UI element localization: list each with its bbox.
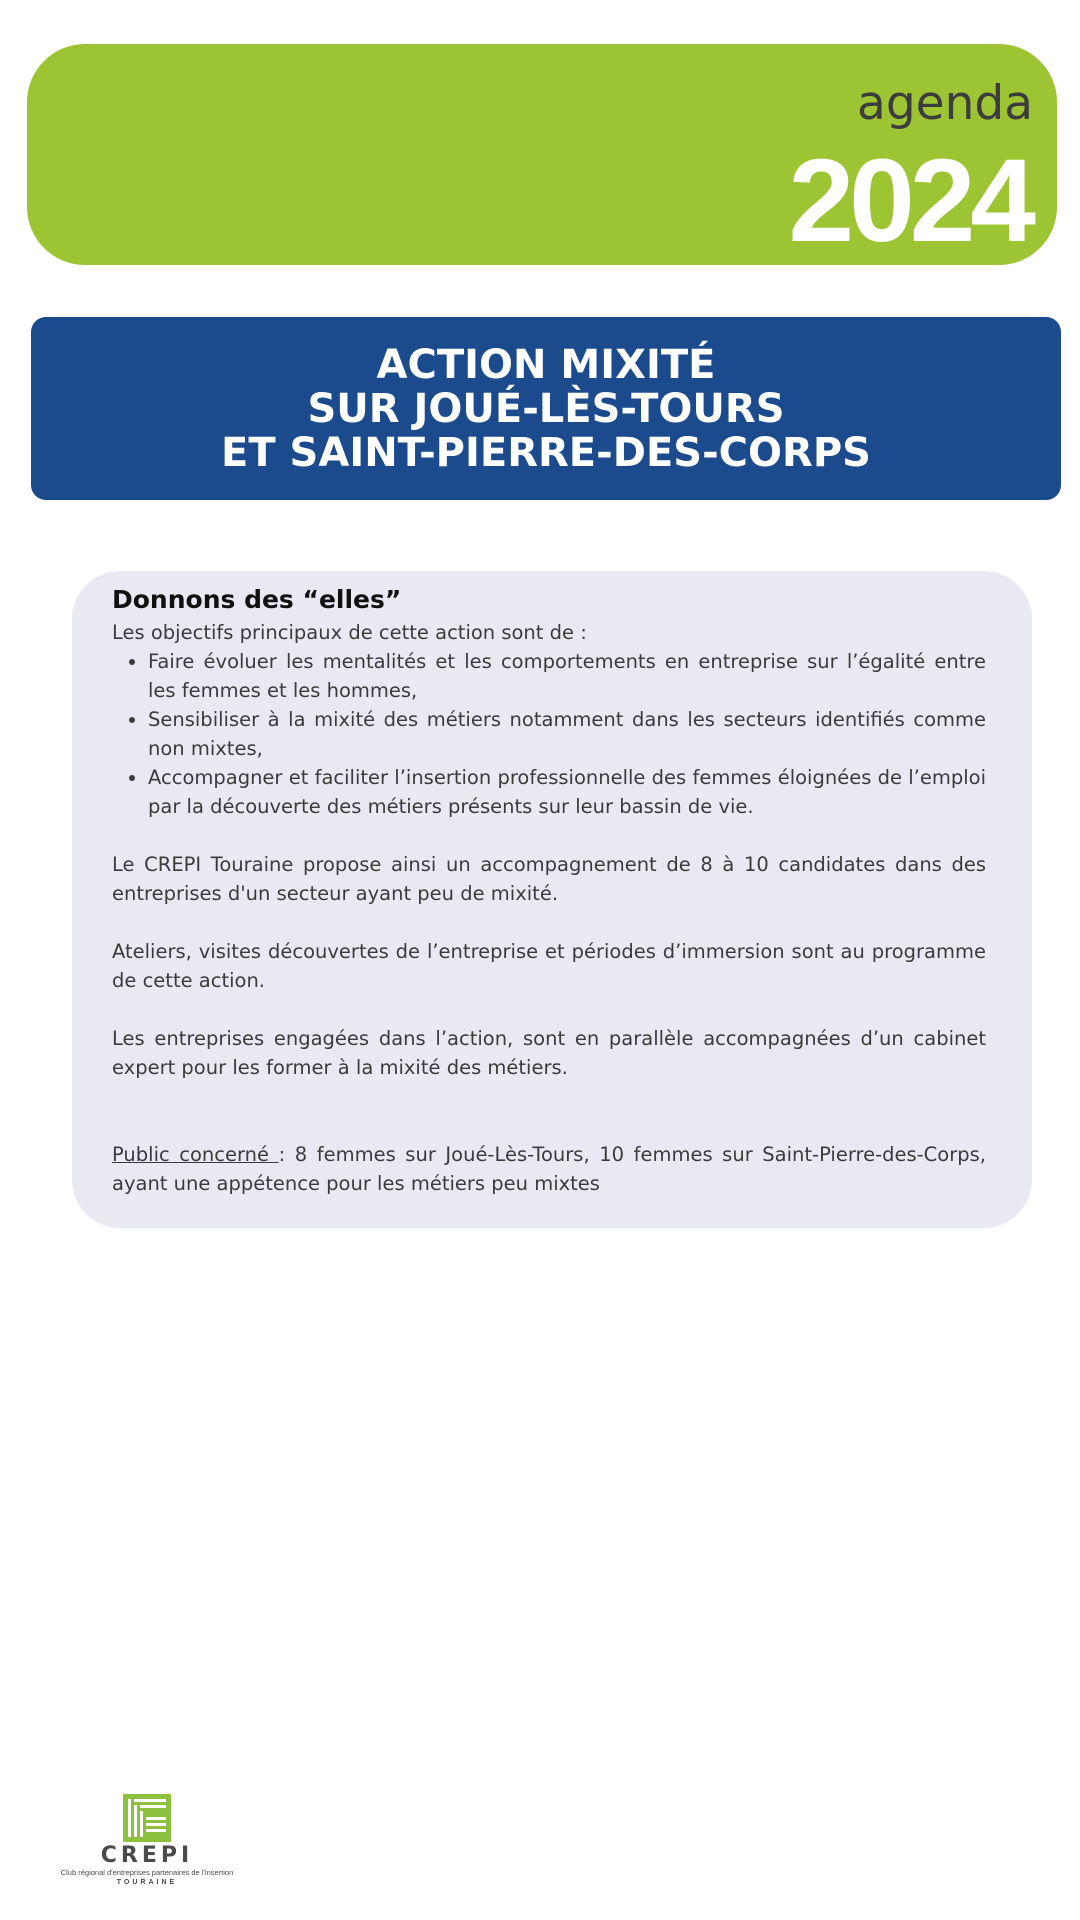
logo-region: TOURAINE <box>116 1879 178 1886</box>
content-card <box>72 571 1032 1228</box>
title-banner <box>31 317 1061 500</box>
agenda-banner <box>27 44 1057 265</box>
spacer <box>112 995 986 1024</box>
paragraph-accompaniment: Le CREPI Touraine propose ainsi un accompagnement de 8 à 10 candidates dans des entreprises d'un secteur ayant peu de mixité. <box>112 853 986 905</box>
card-heading: Donnons des “elles” <box>112 585 402 614</box>
logo-tagline: Club régional d'entreprises partenaires de l'insertion <box>60 1868 234 1877</box>
public-paragraph <box>112 1140 986 1198</box>
paragraph-program: Ateliers, visites découvertes de l’entreprise et périodes d’immersion sont au programme de cette action. <box>112 940 986 992</box>
spacer <box>112 1082 986 1140</box>
objective-item: • Faire évoluer les mentalités et les comportements en entreprise sur l’égalité entre les femmes et les hommes, <box>148 647 986 705</box>
title-line-3: ET SAINT-PIERRE-DES-CORPS <box>221 429 871 476</box>
crepi-logo <box>55 1794 239 1890</box>
title-line-2: SUR JOUÉ-LÈS-TOURS <box>307 385 785 432</box>
spacer <box>112 821 986 850</box>
logo-name: CREPI <box>100 1843 194 1868</box>
objective-item: • Sensibiliser à la mixité des métiers notamment dans les secteurs identifiés comme non mixtes, <box>148 705 986 763</box>
paragraph-companies: Les entreprises engagées dans l’action, sont en parallèle accompagnées d’un cabinet expert pour les former à la mixité des métiers. <box>112 1027 986 1079</box>
public-label: Public concerné <box>112 1143 279 1166</box>
title-line-1: ACTION MIXITÉ <box>376 341 716 388</box>
agenda-year: 2024 <box>788 135 1031 267</box>
public-text: : 8 femmes sur Joué-Lès-Tours, 10 femmes sur Saint-Pierre-des-Corps, ayant une appétence pour les métiers peu mixtes <box>112 1143 986 1195</box>
crepi-logo-mark-icon <box>123 1794 171 1842</box>
objectives-intro: Les objectifs principaux de cette action sont de : <box>112 621 587 644</box>
spacer <box>112 908 986 937</box>
objective-item: • Accompagner et faciliter l’insertion professionnelle des femmes éloignées de l’emploi par la découverte des métiers présents sur leur bassin de vie. <box>148 763 986 821</box>
objectives-list <box>112 647 986 821</box>
agenda-label: agenda <box>857 76 1033 131</box>
